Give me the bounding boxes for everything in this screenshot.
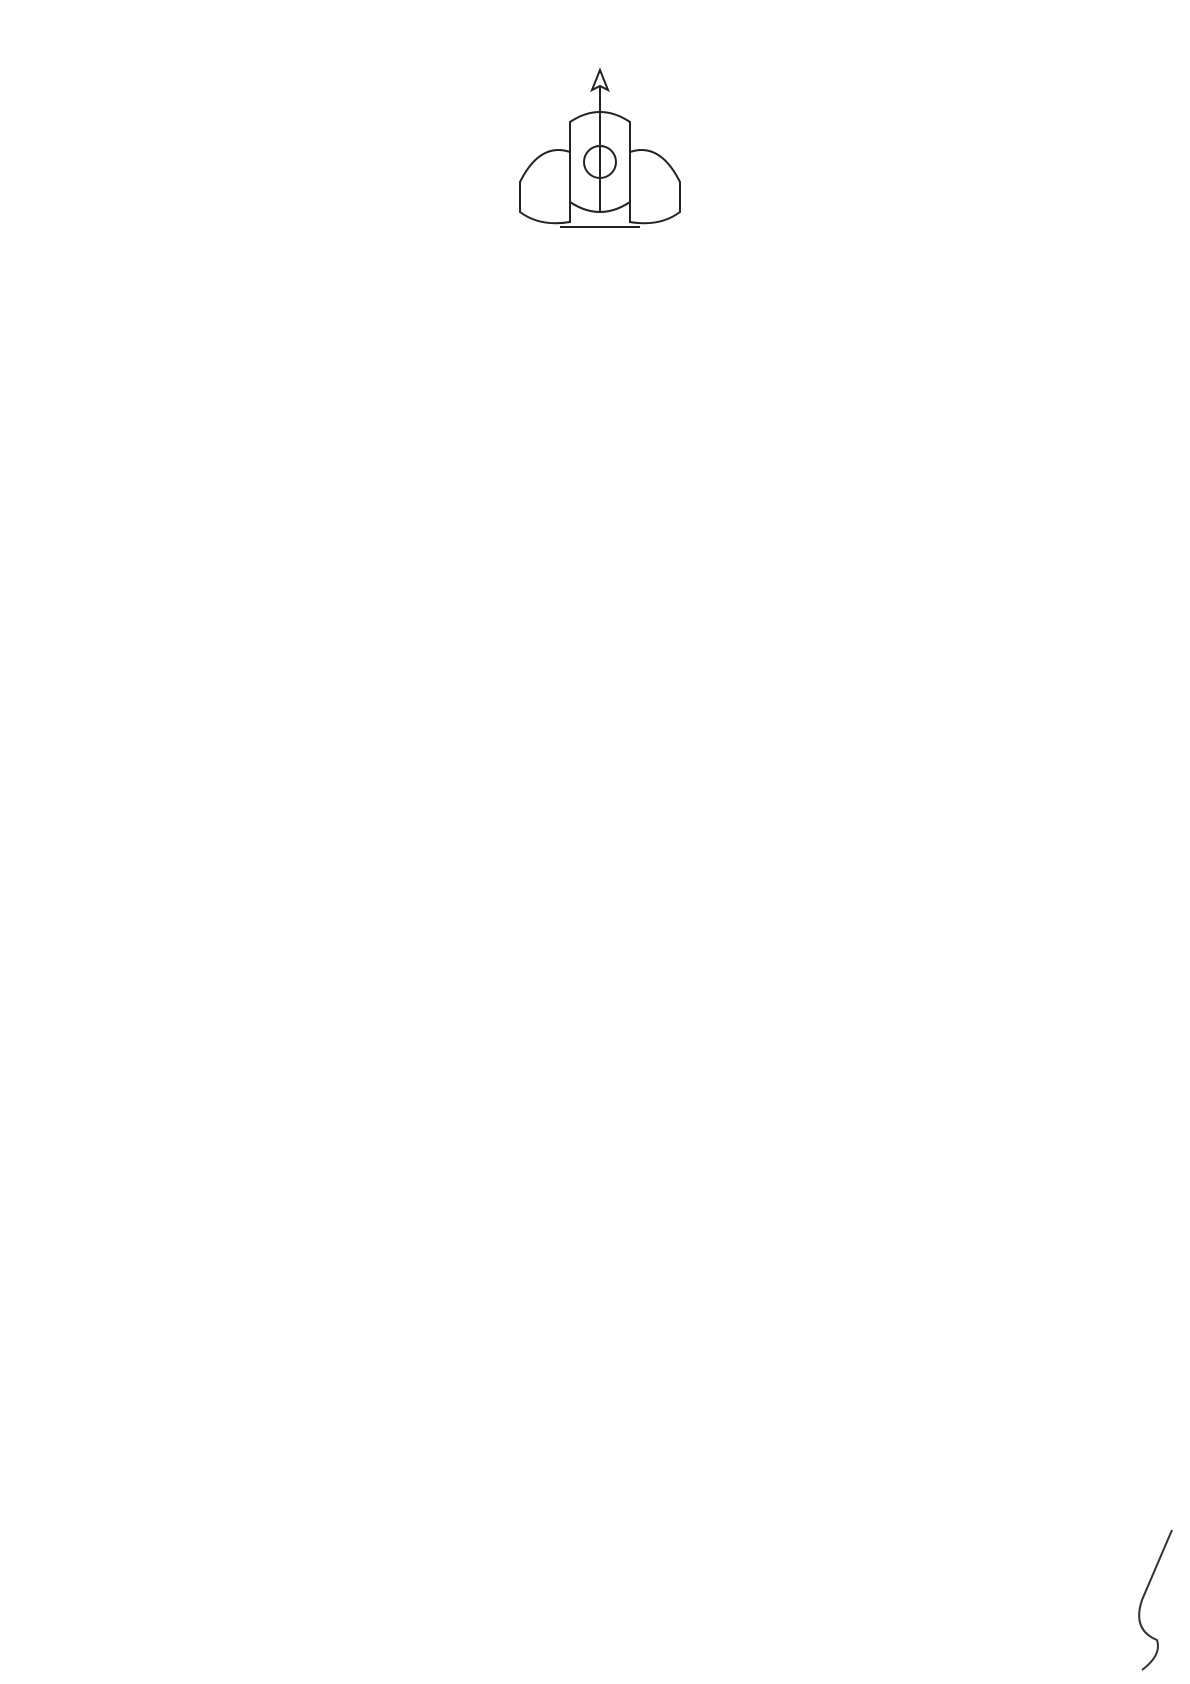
royal-coat-of-arms-emblem — [500, 62, 700, 242]
signature-mark — [1102, 1520, 1182, 1680]
